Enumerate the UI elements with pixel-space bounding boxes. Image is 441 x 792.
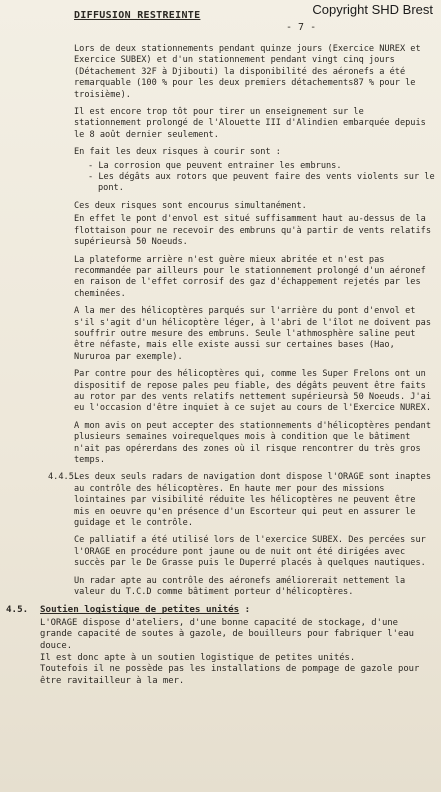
document-body bbox=[6, 44, 435, 687]
section-number: 4.4.5. bbox=[48, 472, 80, 483]
paragraph: Un radar apte au contrôle des aéronefs améliorerait nettement la valeur du T.C.D comme bâtiment porteur d'hélicoptères. bbox=[74, 575, 406, 598]
paragraph: Il est encore trop tôt pour tirer un enseignement sur le stationnement prolongé de l'Alouette III d'Alindien embarquée depuis le 8 août dernier seulement. bbox=[74, 107, 426, 140]
paragraph: La plateforme arrière n'est guère mieux abritée et n'est pas recommandée par ailleurs pour le stationnement prolongé d'un aéronef en raison de l'effet corrosif des gaz d'échappement rejetés par les cheminées. bbox=[74, 254, 426, 299]
section-4-4-5 bbox=[48, 472, 435, 598]
paragraph: En fait les deux risques à courir sont : bbox=[74, 147, 281, 158]
paragraph: A mon avis on peut accepter des stationnements d'hélicoptères pendant plusieurs semaines voirequelques mois à condition que le bâtiment n'ait pas opérerdans des zones où il risque rencontrer du très gros temps. bbox=[74, 420, 431, 465]
section-4-5-heading bbox=[6, 604, 435, 616]
paragraph: Il est donc apte à un soutien logistique de petites unités. bbox=[40, 652, 356, 663]
paragraph: Toutefois il ne possède pas les installations de pompage de gazole pour être ravitailleur à la mer. bbox=[40, 664, 420, 686]
list-item: - Les dégâts aux rotors que peuvent faire des vents violents sur le pont. bbox=[88, 172, 435, 194]
paragraph: A la mer des hélicoptères parqués sur l'arrière du pont d'envol et s'il s'agit d'un hélicoptère léger, à l'abri de l'îlot ne doivent pas souffrir outre mesure des embruns. Seule l'athmosphère saline peut être néfaste, mais elle existe aussi sur certaines bases (Hao, Nururoa par exemple). bbox=[74, 306, 431, 362]
paragraph: En effet le pont d'envol est situé suffisamment haut au-dessus de la flottaison pour ne recevoir des embruns qu'à partir de vents relatifs supérieursà 50 Noeuds. bbox=[74, 214, 431, 248]
section-number: 4.5. bbox=[6, 604, 29, 616]
paragraph: Ces deux risques sont encourus simultanément. bbox=[74, 200, 307, 211]
list-item: - La corrosion que peuvent entrainer les embruns. bbox=[88, 160, 342, 171]
paragraph: Ce palliatif a été utilisé lors de l'exercice SUBEX. Des percées sur l'ORAGE en procédure pont jaune ou de nuit ont été dirigées avec succès par le De Grasse puis le Duperré placés à quelques nautiques. bbox=[74, 535, 426, 569]
section-title-suffix: : bbox=[239, 604, 251, 616]
paragraph: L'ORAGE dispose d'ateliers, d'une bonne capacité de stockage, d'une grande capacité de soutes à gazole, de bouilleurs pour fabriquer l'eau douce. bbox=[40, 617, 415, 652]
paragraph: Les deux seuls radars de navigation dont dispose l'ORAGE sont inaptes au contrôle des hélicoptères. En haute mer pour des missions lointaines par visibilité réduite les hélicoptères ne peuvent être mis en oeuvre qu'en présence d'un Escorteur qui peut en assurer le guidage et le contrôle. bbox=[74, 472, 431, 529]
section-title: Soutien logistique de petites unités bbox=[40, 604, 240, 616]
paragraph: Par contre pour des hélicoptères qui, comme les Super Frelons ont un dispositif de repose pales peu fiable, des dégâts peuvent être faits au rotor par des vents relatifs nettement supérieursà 50 Noeuds. J'ai eu l'occasion d'être inquiet à ce sujet au cours de l'Exercice NUREX. bbox=[74, 369, 431, 414]
page-number: - 7 - bbox=[286, 22, 317, 33]
paragraph: Lors de deux stationnements pendant quinze jours (Exercice NUREX et Exercice SUBEX) et d'un stationnement pendant vingt cinq jours (Détachement 32F à Djibouti) la disponibilité des aéronefs a été remarquable (100 % pour les deux premiers détachements87 % pour le troisième). bbox=[74, 44, 421, 100]
classification-stamp: DIFFUSION RESTREINTE bbox=[74, 10, 201, 21]
copyright-notice: Copyright SHD Brest bbox=[312, 2, 433, 17]
